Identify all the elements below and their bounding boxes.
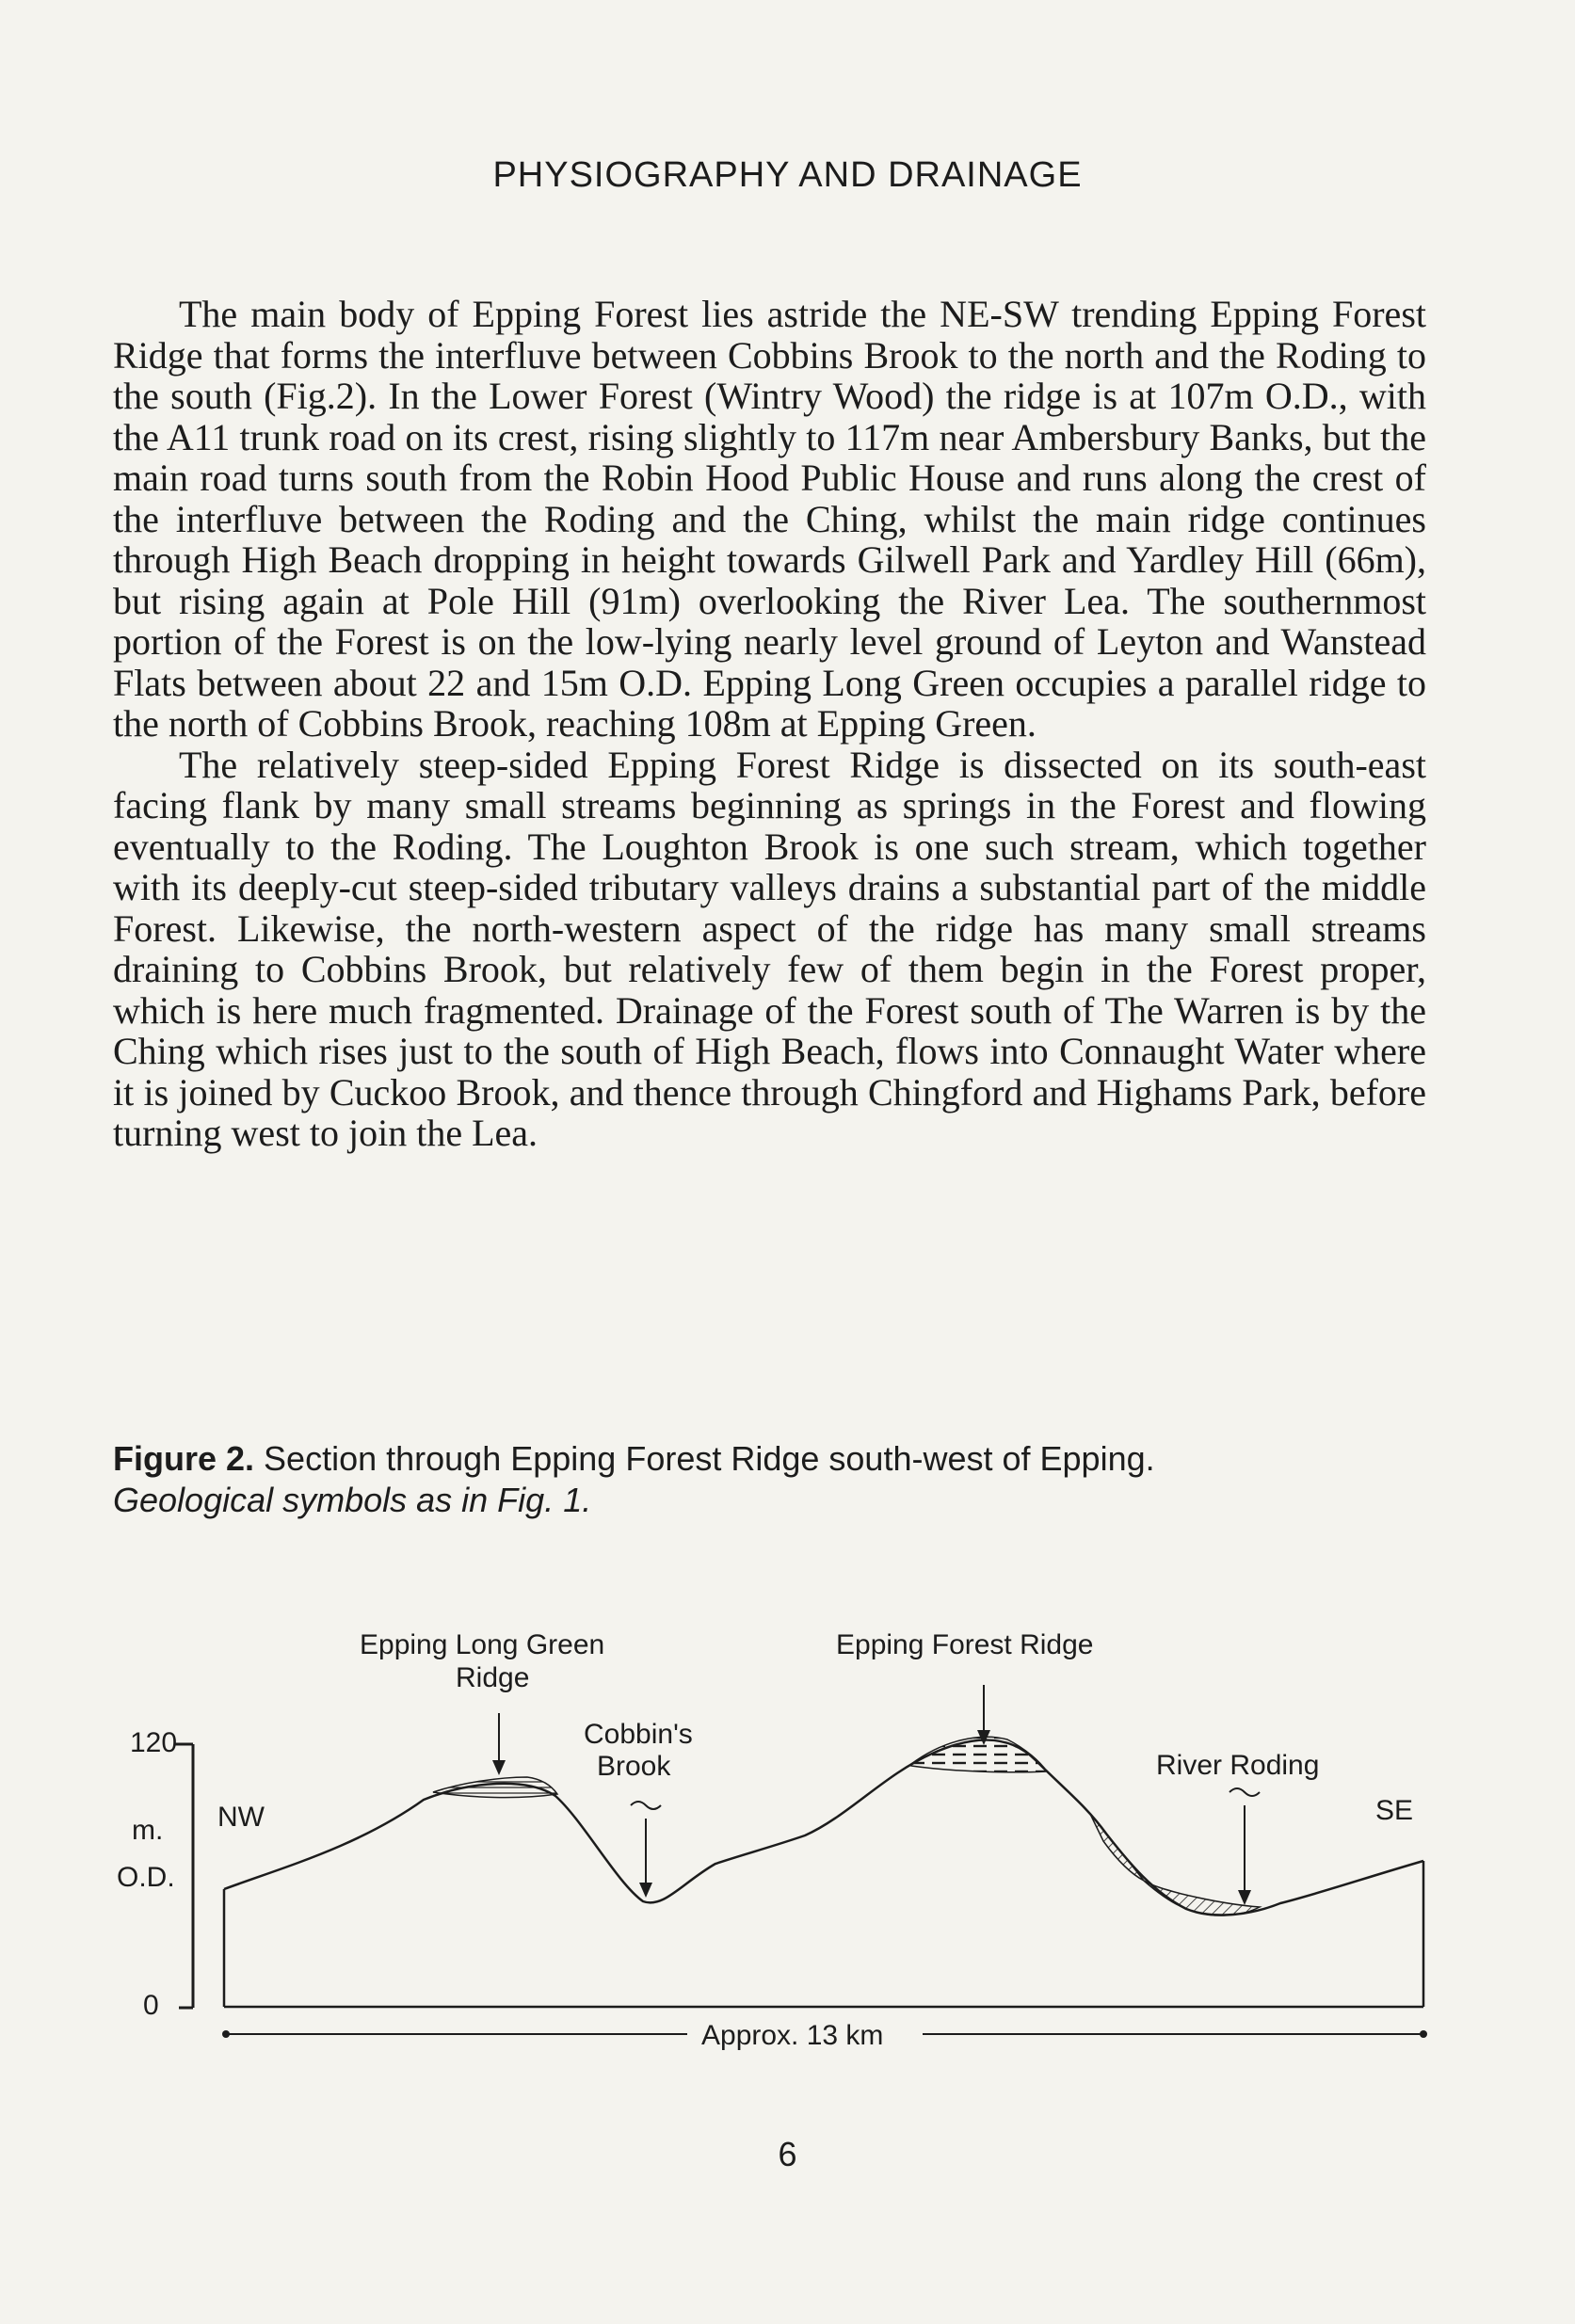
arrow-river-roding	[1229, 1788, 1260, 1905]
label-cobbins-brook: Cobbin's	[584, 1719, 693, 1750]
label-river-roding: River Roding	[1156, 1750, 1320, 1781]
figure-caption-text: Section through Epping Forest Ridge south-west of Epping.	[264, 1439, 1155, 1478]
vertical-axis	[175, 1744, 193, 2008]
figure-note: Geological symbols as in Fig. 1.	[113, 1481, 592, 1519]
label-long-green: Ridge	[456, 1662, 530, 1693]
page-heading: PHYSIOGRAPHY AND DRAINAGE	[492, 155, 1083, 195]
axis-unit: O.D.	[117, 1862, 175, 1893]
axis-bottom-value: 0	[143, 1990, 159, 2021]
arrow-long-green	[492, 1713, 506, 1775]
figure-caption	[113, 1438, 1426, 1521]
paragraph: The main body of Epping Forest lies astride the NE-SW trending Epping Forest Ridge that forms the interfluve between Cobbins Brook to the north and the Roding to the south (Fig.2). In the Lower Forest (Wintry Wood) the ridge is at 107m O.D., with the A11 trunk road on its crest, rising slightly to 117m near Ambersbury Banks, but the main road turns south from the Robin Hood Public House and runs along the crest of the interfluve between the Roding and the Ching, whilst the main ridge continues through High Beach dropping in height towards Gilwell Park and Yardley Hill (66m), but rising again at Pole Hill (91m) overlooking the River Lea. The southernmost portion of the Forest is on the low-lying nearly level ground of Leyton and Wanstead Flats between about 22 and 15m O.D. Epping Long Green occupies a parallel ridge to the north of Cobbins Brook, reaching 108m at Epping Green.	[113, 293, 1426, 745]
section-frame	[224, 1861, 1423, 2007]
scale-label: Approx. 13 km	[701, 2020, 884, 2051]
axis-top-value: 120	[130, 1727, 178, 1758]
label-long-green: Epping Long Green	[360, 1629, 605, 1660]
cross-section-diagram	[0, 1581, 1575, 2052]
axis-unit: m.	[132, 1815, 164, 1846]
label-nw: NW	[217, 1802, 265, 1833]
page-number: 6	[778, 2135, 797, 2173]
body-text	[113, 294, 1426, 1154]
label-se: SE	[1375, 1795, 1414, 1826]
paragraph: The relatively steep-sided Epping Forest Ridge is dissected on its south-east facing flank by many small streams beginning as springs in the Forest and flowing eventually to the Roding. The Loughton Brook is one such stream, which together with its deeply-cut steep-sided tributary valleys drains a substantial part of the middle Forest. Likewise, the north-western aspect of the ridge has many small streams draining to Cobbins Brook, but relatively few of them begin in the Forest proper, which is here much fragmented. Drainage of the Forest south of The Warren is by the Ching which rises just to the south of High Beach, flows into Connaught Water where it is joined by Cuckoo Brook, and thence through Chingford and Highams Park, before turning west to join the Lea.	[113, 743, 1426, 1154]
figure-label: Figure 2.	[113, 1439, 255, 1478]
label-cobbins-brook: Brook	[597, 1751, 671, 1782]
arrow-forest-ridge	[977, 1685, 990, 1745]
label-forest-ridge: Epping Forest Ridge	[836, 1629, 1094, 1660]
arrow-cobbins-brook	[631, 1802, 661, 1898]
